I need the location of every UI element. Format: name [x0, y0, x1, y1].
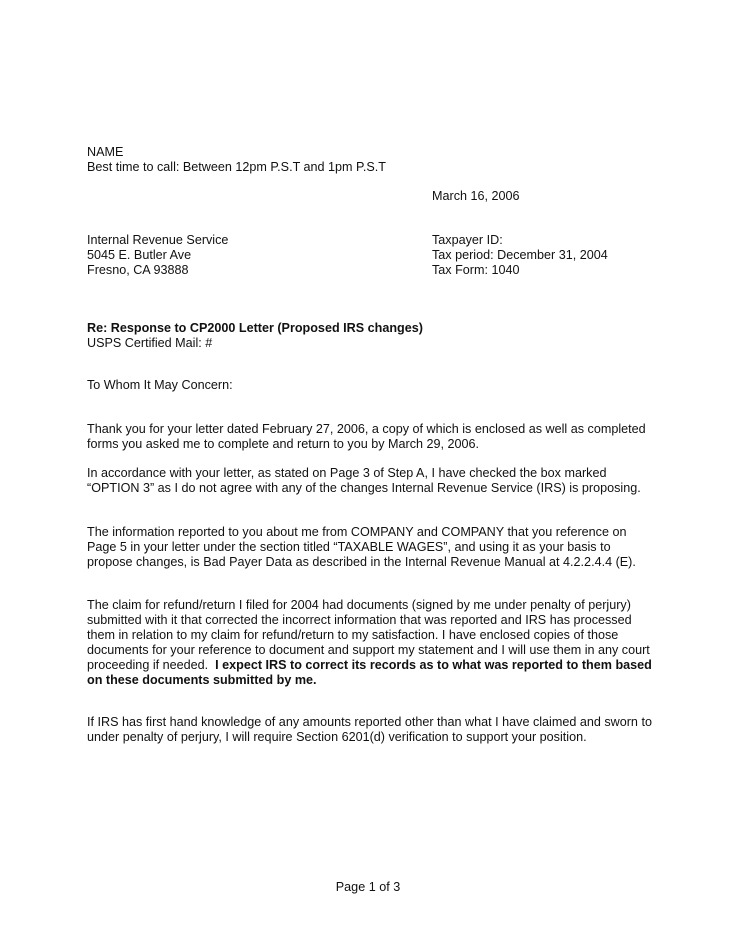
- subject-line: Re: Response to CP2000 Letter (Proposed IRS changes): [87, 321, 423, 335]
- taxpayer-id: Taxpayer ID:: [432, 233, 503, 247]
- recipient-line-3: Fresno, CA 93888: [87, 263, 189, 277]
- page-number: Page 1 of 3: [335, 880, 401, 894]
- sender-name: NAME: [87, 145, 124, 159]
- paragraph-3: The information reported to you about me from COMPANY and COMPANY that you reference on Page 5 in your letter under the section titled “TAXABLE WAGES”, and using it as your basis to propose changes, is Bad Payer Data as described in the Internal Revenue Manual at 4.2.2.4.4 (E).: [87, 525, 636, 569]
- paragraph-2: In accordance with your letter, as stated on Page 3 of Step A, I have checked the box marked “OPTION 3” as I do not agree with any of the changes Internal Revenue Service (IRS) is proposing.: [87, 466, 641, 495]
- tax-form: Tax Form: 1040: [432, 263, 520, 277]
- letter-date: March 16, 2006: [432, 189, 520, 203]
- recipient-line-2: 5045 E. Butler Ave: [87, 248, 192, 262]
- recipient-line-1: Internal Revenue Service: [87, 233, 229, 247]
- salutation: To Whom It May Concern:: [87, 378, 233, 392]
- tax-period: Tax period: December 31, 2004: [432, 248, 608, 262]
- certified-mail: USPS Certified Mail: #: [87, 336, 213, 350]
- call-time: Best time to call: Between 12pm P.S.T and 1pm P.S.T: [87, 160, 386, 174]
- paragraph-4-emphasis: I expect IRS to correct its records as to what was reported to them based on these documents submitted by me.: [87, 658, 652, 687]
- paragraph-1: Thank you for your letter dated February 27, 2006, a copy of which is enclosed as well as completed forms you asked me to complete and return to you by March 29, 2006.: [87, 422, 646, 451]
- paragraph-4: [87, 598, 652, 688]
- paragraph-5: If IRS has first hand knowledge of any amounts reported other than what I have claimed and sworn to under penalty of perjury, I will require Section 6201(d) verification to support your position.: [87, 715, 652, 744]
- paragraph-4-text: The claim for refund/return I filed for 2004 had documents (signed by me under penalty of perjury) submitted with it that corrected the incorrect information that was reported and IRS has processed them in relation to my claim for refund/return to my satisfaction. I have enclosed copies of those documents for your reference to document and support my statement and I will use them in any court proceeding if needed.: [87, 598, 650, 672]
